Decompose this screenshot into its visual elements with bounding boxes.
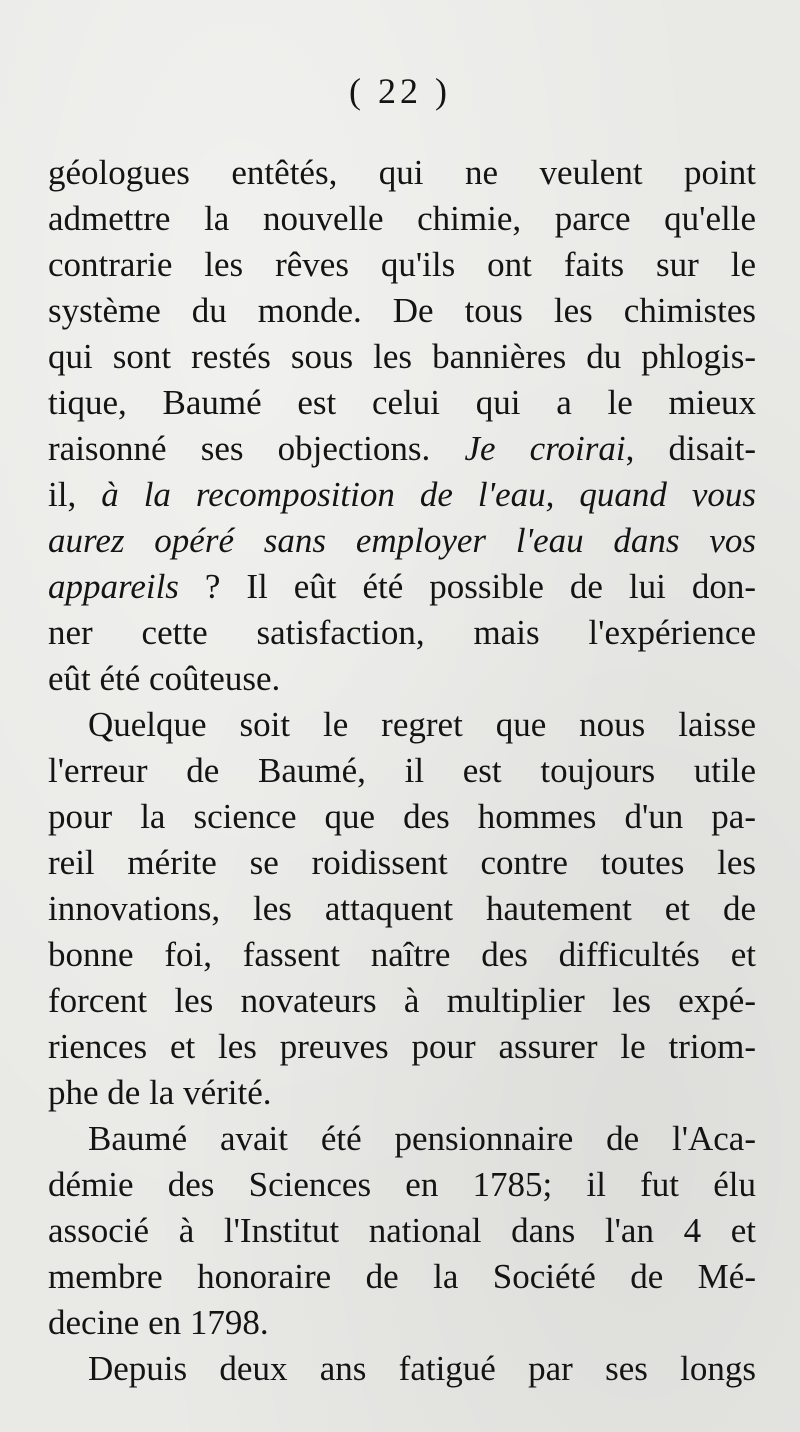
quote-fragment: Je croirai xyxy=(464,429,626,468)
text-line: ner cette satisfaction, mais l'expérience xyxy=(48,613,756,652)
text-line: tique, Baumé est celui qui a le mieux xyxy=(48,383,756,422)
text-line: contrarie les rêves qu'ils ont faits sur le xyxy=(48,245,756,284)
text-line: decine en 1798. xyxy=(48,1303,269,1342)
quote-fragment: , quand vous xyxy=(545,475,757,514)
text-line: l'erreur de Baumé, il est toujours utile xyxy=(48,751,756,790)
text-line: démie des Sciences en 1785; il fut élu xyxy=(48,1165,756,1204)
text-line-mixed xyxy=(48,564,756,610)
text-fragment: ? Il eût été possible de lui don- xyxy=(204,567,756,606)
text-line: système du monde. De tous les chimistes xyxy=(48,291,756,330)
text-line: phe de la vérité. xyxy=(48,1073,272,1112)
page-number: ( 22 ) xyxy=(349,71,451,111)
text-line: membre honoraire de la Société de Mé- xyxy=(48,1257,756,1296)
quote-fragment: appareils xyxy=(48,567,179,606)
text-line: bonne foi, fassent naître des difficultés et xyxy=(48,935,756,974)
paragraph-start: Quelque soit le regret que nous laisse xyxy=(88,705,756,744)
text-line: pour la science que des hommes d'un pa- xyxy=(48,797,756,836)
body-text xyxy=(48,150,756,1392)
text-line: associé à l'Institut national dans l'an 4 et xyxy=(48,1211,756,1250)
text-line-mixed xyxy=(48,426,756,472)
paragraph-start: Baumé avait été pensionnaire de l'Aca- xyxy=(88,1119,756,1158)
paragraph-start: Depuis deux ans fatigué par ses longs xyxy=(88,1349,756,1388)
text-line: forcent les novateurs à multiplier les expé- xyxy=(48,981,756,1020)
text-line: admettre la nouvelle chimie, parce qu'elle xyxy=(48,199,756,238)
quote-fragment: aurez opéré sans employer l'eau dans vos xyxy=(48,521,756,560)
text-line-mixed xyxy=(48,472,756,518)
text-line: eût été coûteuse. xyxy=(48,659,281,698)
text-line: reil mérite se roidissent contre toutes les xyxy=(48,843,756,882)
text-line: qui sont restés sous les bannières du phlogis- xyxy=(48,337,756,376)
text-line-italic xyxy=(48,518,756,564)
text-fragment: raisonné ses objections. xyxy=(48,429,431,468)
quote-fragment: à la recomposition de l'eau xyxy=(101,475,546,514)
text-fragment: il, xyxy=(48,475,77,514)
text-fragment: , disait- xyxy=(625,429,757,468)
text-line: riences et les preuves pour assurer le triom- xyxy=(48,1027,756,1066)
text-line: géologues entêtés, qui ne veulent point xyxy=(48,153,756,192)
text-line: innovations, les attaquent hautement et de xyxy=(48,889,756,928)
